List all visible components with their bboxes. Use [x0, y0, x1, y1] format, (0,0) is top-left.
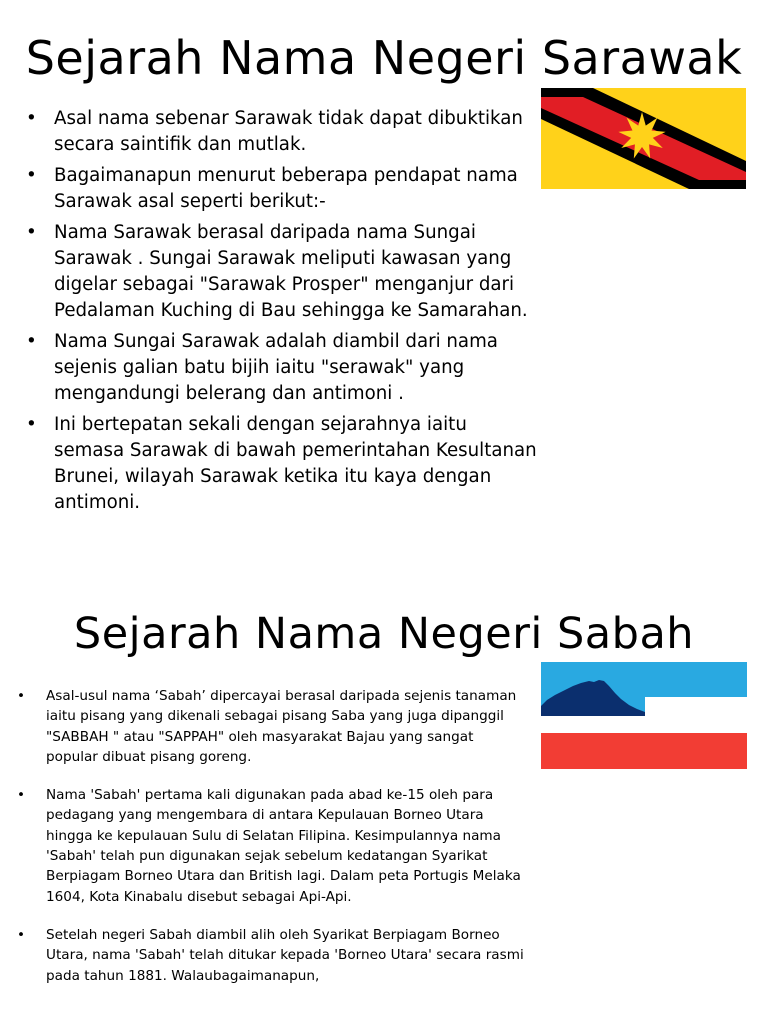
sarawak-bullet: • Nama Sarawak berasal daripada nama Sungai Sarawak . Sungai Sarawak meliputi kawasan yang digelar sebagai "Sarawak Prosper" menganjur dari Pedalaman Kuching di Bau sehingga ke Samarahan.	[26, 220, 538, 324]
sarawak-bullet: • Asal nama sebenar Sarawak tidak dapat dibuktikan secara saintifik dan mutlak.	[26, 106, 538, 158]
sarawak-bullet-list	[26, 106, 538, 521]
sarawak-bullet: • Nama Sungai Sarawak adalah diambil dari nama sejenis galian batu bijih iaitu "serawak" yang mengandungi belerang dan antimoni .	[26, 329, 538, 407]
sarawak-title: Sejarah Nama Negeri Sarawak	[25, 31, 743, 85]
sarawak-bullet: • Ini bertepatan sekali dengan sejarahnya iaitu semasa Sarawak di bawah pemerintahan Kesultanan Brunei, wilayah Sarawak ketika itu kaya dengan antimoni.	[26, 412, 538, 516]
sabah-bullet: • Nama 'Sabah' pertama kali digunakan pada abad ke-15 oleh para pedagang yang mengembara di antara Kepulauan Borneo Utara hingga ke kepulauan Sulu di Selatan Filipina. Kesimpulannya nama 'Sabah' telah pun digunakan sejak sebelum kedatangan Syarikat Berpiagam Borneo Utara dan British lagi. Dalam peta Portugis Melaka 1604, Kota Kinabalu disebut sebagai Api-Api.	[17, 785, 527, 907]
sabah-bullet: • Asal-usul nama ‘Sabah’ dipercayai berasal daripada sejenis tanaman iaitu pisang yang dikenali sebagai pisang Saba yang juga dipanggil "SABBAH " atau "SAPPAH" oleh masyarakat Bajau yang sangat popular dibuat pisang goreng.	[17, 686, 527, 767]
sabah-title: Sejarah Nama Negeri Sabah	[73, 609, 695, 659]
sabah-flag-light-blue-stripe	[645, 662, 747, 697]
sabah-bullet: • Setelah negeri Sabah diambil alih oleh Syarikat Berpiagam Borneo Utara, nama 'Sabah' telah ditukar kepada 'Borneo Utara' secara rasmi pada tahun 1881. Walaubagaimanapun,	[17, 925, 527, 986]
sabah-flag-red-stripe	[541, 733, 747, 769]
sarawak-bullet: • Bagaimanapun menurut beberapa pendapat nama Sarawak asal seperti berikut:-	[26, 163, 538, 215]
sabah-flag-image	[541, 662, 747, 769]
sabah-bullet-list	[17, 686, 527, 1004]
sarawak-flag-image	[541, 88, 746, 189]
